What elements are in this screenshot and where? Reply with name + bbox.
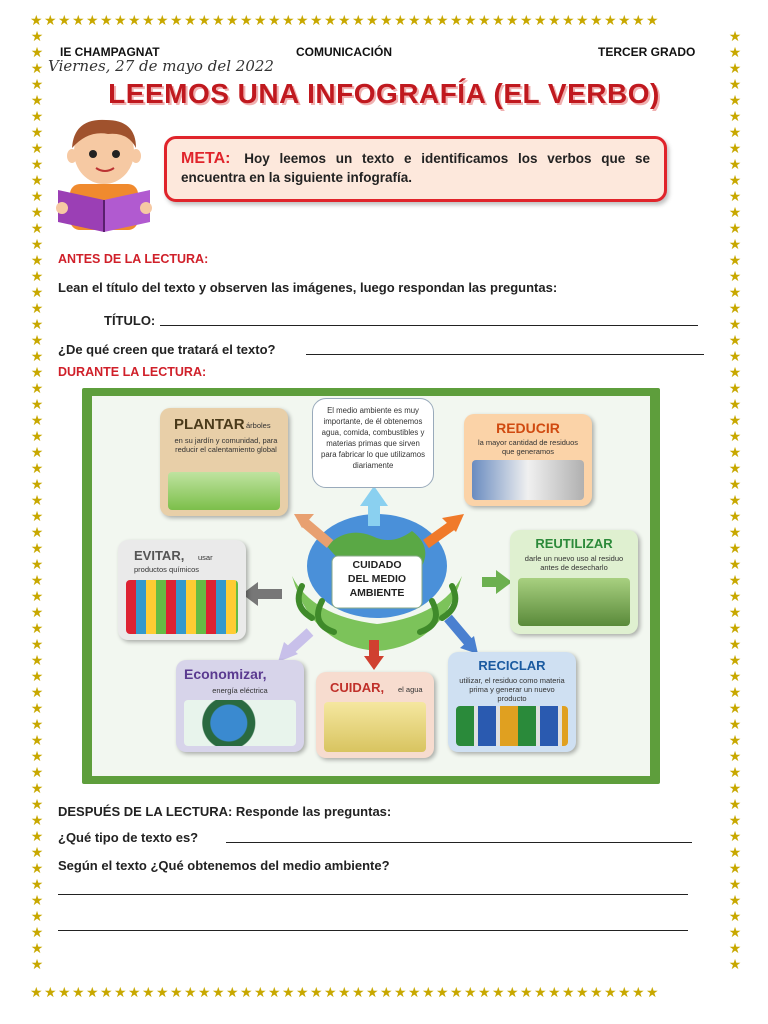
star-icon: ★	[30, 509, 44, 525]
star-icon: ★	[728, 685, 742, 701]
star-icon: ★	[632, 14, 647, 29]
question-what-about: ¿De qué creen que tratará el texto?	[58, 342, 276, 357]
star-icon: ★	[728, 349, 742, 365]
star-icon: ★	[30, 93, 44, 109]
star-icon: ★	[728, 445, 742, 461]
star-icon: ★	[30, 877, 44, 893]
star-icon: ★	[226, 986, 241, 1001]
plantar-sub1: árboles	[246, 421, 271, 430]
child-reading-icon	[48, 112, 158, 234]
star-icon: ★	[30, 269, 44, 285]
star-icon: ★	[728, 397, 742, 413]
answer-line-2[interactable]	[58, 930, 688, 931]
star-icon: ★	[30, 621, 44, 637]
star-icon: ★	[30, 845, 44, 861]
star-icon: ★	[728, 93, 742, 109]
star-icon: ★	[728, 413, 742, 429]
evitar-sub2: productos químicos	[134, 565, 200, 574]
star-icon: ★	[728, 509, 742, 525]
star-icon: ★	[728, 621, 742, 637]
star-icon: ★	[728, 477, 742, 493]
star-icon: ★	[30, 189, 44, 205]
star-icon: ★	[30, 893, 44, 909]
star-icon: ★	[436, 14, 451, 29]
star-icon: ★	[728, 797, 742, 813]
star-icon: ★	[30, 429, 44, 445]
star-icon: ★	[618, 986, 633, 1001]
star-icon: ★	[464, 14, 479, 29]
star-icon: ★	[728, 669, 742, 685]
star-icon: ★	[268, 986, 283, 1001]
star-icon: ★	[310, 14, 325, 29]
star-icon: ★	[282, 986, 297, 1001]
star-icon: ★	[728, 861, 742, 877]
center-title-line-2: DEL MEDIO	[347, 573, 407, 585]
star-icon: ★	[30, 941, 44, 957]
star-icon: ★	[30, 381, 44, 397]
star-icon: ★	[114, 14, 129, 29]
star-icon: ★	[464, 986, 479, 1001]
evitar-sub1: usar	[198, 553, 213, 562]
star-icon: ★	[728, 525, 742, 541]
star-icon: ★	[728, 925, 742, 941]
star-icon: ★	[728, 30, 742, 45]
star-icon: ★	[30, 797, 44, 813]
goal-box	[164, 136, 667, 202]
star-icon: ★	[156, 14, 171, 29]
page-title: LEEMOS UNA INFOGRAFÍA (EL VERBO)	[108, 78, 660, 109]
star-icon: ★	[646, 986, 661, 1001]
star-icon: ★	[366, 986, 381, 1001]
star-icon: ★	[30, 413, 44, 429]
reutilizar-sub: darle un nuevo uso al residuo antes de desecharlo	[524, 554, 624, 572]
star-icon: ★	[30, 14, 45, 29]
reducir-image	[472, 460, 584, 500]
star-icon: ★	[30, 125, 44, 141]
star-icon: ★	[422, 986, 437, 1001]
star-icon: ★	[30, 861, 44, 877]
star-icon: ★	[30, 221, 44, 237]
star-icon: ★	[30, 461, 44, 477]
star-icon: ★	[30, 77, 44, 93]
star-icon: ★	[728, 301, 742, 317]
star-icon: ★	[30, 45, 44, 61]
star-icon: ★	[478, 14, 493, 29]
star-icon: ★	[254, 14, 269, 29]
star-icon: ★	[30, 285, 44, 301]
star-icon: ★	[352, 14, 367, 29]
star-icon: ★	[114, 986, 129, 1001]
star-icon: ★	[422, 14, 437, 29]
before-reading-instruction: Lean el título del texto y observen las imágenes, luego respondan las preguntas:	[58, 280, 558, 295]
star-icon: ★	[324, 986, 339, 1001]
star-icon: ★	[30, 30, 44, 45]
star-border-right	[728, 30, 744, 986]
star-icon: ★	[156, 986, 171, 1001]
star-icon: ★	[338, 986, 353, 1001]
star-icon: ★	[728, 205, 742, 221]
star-icon: ★	[30, 109, 44, 125]
star-icon: ★	[128, 14, 143, 29]
star-icon: ★	[728, 461, 742, 477]
star-icon: ★	[30, 141, 44, 157]
card-cuidar	[316, 672, 434, 758]
star-icon: ★	[58, 14, 73, 29]
star-icon: ★	[30, 781, 44, 797]
star-icon: ★	[30, 253, 44, 269]
star-icon: ★	[30, 397, 44, 413]
star-icon: ★	[728, 125, 742, 141]
star-icon: ★	[590, 14, 605, 29]
card-plantar	[160, 408, 288, 516]
star-icon: ★	[548, 986, 563, 1001]
star-icon: ★	[728, 573, 742, 589]
cuidar-title: CUIDAR,	[330, 680, 385, 695]
star-icon: ★	[436, 986, 451, 1001]
star-icon: ★	[72, 986, 87, 1001]
star-icon: ★	[728, 909, 742, 925]
star-icon: ★	[324, 14, 339, 29]
star-icon: ★	[590, 986, 605, 1001]
star-icon: ★	[492, 14, 507, 29]
star-icon: ★	[728, 173, 742, 189]
star-icon: ★	[548, 14, 563, 29]
star-icon: ★	[562, 986, 577, 1001]
star-icon: ★	[506, 14, 521, 29]
card-evitar	[118, 540, 246, 640]
star-icon: ★	[198, 986, 213, 1001]
star-icon: ★	[450, 986, 465, 1001]
star-icon: ★	[128, 986, 143, 1001]
star-icon: ★	[100, 14, 115, 29]
star-icon: ★	[30, 349, 44, 365]
question-text-type-answer-line[interactable]	[226, 842, 692, 843]
plantar-title: PLANTAR	[174, 416, 245, 433]
star-icon: ★	[30, 301, 44, 317]
title-answer-line[interactable]	[160, 325, 698, 326]
star-icon: ★	[240, 986, 255, 1001]
star-icon: ★	[30, 813, 44, 829]
star-icon: ★	[728, 141, 742, 157]
star-icon: ★	[30, 701, 44, 717]
star-icon: ★	[30, 365, 44, 381]
star-icon: ★	[72, 14, 87, 29]
star-icon: ★	[30, 237, 44, 253]
star-icon: ★	[520, 986, 535, 1001]
star-icon: ★	[728, 253, 742, 269]
star-icon: ★	[352, 986, 367, 1001]
date-text: Viernes, 27 de mayo del 2022	[48, 57, 274, 75]
star-icon: ★	[30, 205, 44, 221]
star-icon: ★	[142, 986, 157, 1001]
star-icon: ★	[30, 957, 44, 973]
star-icon: ★	[268, 14, 283, 29]
star-icon: ★	[296, 986, 311, 1001]
school-name: IE CHAMPAGNAT	[60, 45, 160, 59]
star-icon: ★	[30, 909, 44, 925]
star-icon: ★	[394, 14, 409, 29]
star-icon: ★	[576, 986, 591, 1001]
star-icon: ★	[30, 541, 44, 557]
card-economizar	[176, 660, 304, 752]
star-icon: ★	[212, 986, 227, 1001]
question-text-type: ¿Qué tipo de texto es?	[58, 830, 199, 845]
star-icon: ★	[296, 14, 311, 29]
star-icon: ★	[30, 637, 44, 653]
star-icon: ★	[30, 173, 44, 189]
star-icon: ★	[728, 765, 742, 781]
intro-cloud: El medio ambiente es muy importante, de él obtenemos agua, comida, combustibles y materias primas que sirven para fabricar lo que utilizamos diariamente	[312, 398, 434, 488]
during-reading-heading: DURANTE LA LECTURA:	[58, 365, 207, 379]
cuidar-sub: el agua	[398, 685, 423, 694]
star-icon: ★	[728, 749, 742, 765]
star-icon: ★	[728, 317, 742, 333]
star-icon: ★	[728, 285, 742, 301]
center-title-line-1: CUIDADO	[352, 559, 402, 571]
subject-name: COMUNICACIÓN	[296, 45, 392, 59]
star-icon: ★	[728, 589, 742, 605]
star-icon: ★	[478, 986, 493, 1001]
star-icon: ★	[604, 14, 619, 29]
star-icon: ★	[562, 14, 577, 29]
star-icon: ★	[86, 986, 101, 1001]
star-icon: ★	[30, 61, 44, 77]
star-icon: ★	[728, 653, 742, 669]
star-icon: ★	[646, 14, 661, 29]
star-icon: ★	[728, 157, 742, 173]
plantar-sub2: en su jardín y comunidad, para reducir el calentamiento global	[174, 436, 278, 454]
star-icon: ★	[30, 557, 44, 573]
star-icon: ★	[728, 381, 742, 397]
star-icon: ★	[408, 986, 423, 1001]
star-icon: ★	[618, 14, 633, 29]
cuidar-image	[324, 702, 426, 752]
star-icon: ★	[30, 445, 44, 461]
answer-line-1[interactable]	[58, 894, 688, 895]
star-icon: ★	[30, 986, 45, 1001]
grade-name: TERCER GRADO	[598, 45, 696, 59]
star-icon: ★	[728, 957, 742, 973]
star-icon: ★	[728, 493, 742, 509]
star-icon: ★	[184, 14, 199, 29]
star-icon: ★	[44, 14, 59, 29]
star-icon: ★	[728, 189, 742, 205]
star-icon: ★	[198, 14, 213, 29]
star-icon: ★	[576, 14, 591, 29]
star-icon: ★	[254, 986, 269, 1001]
question-what-about-answer-line[interactable]	[306, 354, 704, 355]
star-icon: ★	[30, 333, 44, 349]
goal-text: Hoy leemos un texto e identificamos los verbos que se encuentra en la siguiente infografía.	[181, 151, 650, 185]
star-icon: ★	[366, 14, 381, 29]
plantar-image	[168, 472, 280, 510]
star-icon: ★	[728, 61, 742, 77]
infographic-background	[92, 396, 650, 776]
star-icon: ★	[86, 14, 101, 29]
star-icon: ★	[30, 669, 44, 685]
star-icon: ★	[30, 525, 44, 541]
star-icon: ★	[728, 109, 742, 125]
star-border-bottom	[30, 986, 742, 1002]
evitar-title: EVITAR,	[134, 548, 185, 563]
star-icon: ★	[30, 157, 44, 173]
star-icon: ★	[728, 77, 742, 93]
reducir-title: REDUCIR	[496, 420, 560, 436]
infographic	[82, 388, 660, 784]
star-icon: ★	[728, 701, 742, 717]
star-icon: ★	[632, 986, 647, 1001]
star-icon: ★	[100, 986, 115, 1001]
star-icon: ★	[728, 605, 742, 621]
reutilizar-image	[518, 578, 630, 626]
reutilizar-title: REUTILIZAR	[535, 536, 613, 551]
star-icon: ★	[30, 573, 44, 589]
star-icon: ★	[30, 685, 44, 701]
star-icon: ★	[604, 986, 619, 1001]
after-reading-heading: DESPUÉS DE LA LECTURA: Responde las preguntas:	[58, 804, 392, 819]
star-icon: ★	[30, 589, 44, 605]
star-icon: ★	[534, 14, 549, 29]
card-reutilizar	[510, 530, 638, 634]
star-icon: ★	[728, 637, 742, 653]
star-icon: ★	[30, 605, 44, 621]
star-icon: ★	[728, 45, 742, 61]
star-icon: ★	[408, 14, 423, 29]
star-icon: ★	[728, 941, 742, 957]
star-border-top	[30, 14, 742, 30]
star-icon: ★	[520, 14, 535, 29]
star-icon: ★	[212, 14, 227, 29]
before-reading-heading: ANTES DE LA LECTURA:	[58, 252, 209, 266]
star-icon: ★	[728, 813, 742, 829]
star-icon: ★	[728, 541, 742, 557]
star-icon: ★	[282, 14, 297, 29]
center-title-line-3: AMBIENTE	[349, 587, 405, 599]
star-icon: ★	[394, 986, 409, 1001]
reciclar-title: RECICLAR	[478, 658, 546, 673]
star-icon: ★	[184, 986, 199, 1001]
star-icon: ★	[240, 14, 255, 29]
star-icon: ★	[30, 477, 44, 493]
reducir-sub: la mayor cantidad de residuos que generamos	[477, 438, 579, 456]
star-icon: ★	[728, 429, 742, 445]
economizar-title: Economizar,	[184, 666, 267, 682]
star-icon: ★	[142, 14, 157, 29]
star-icon: ★	[30, 733, 44, 749]
star-icon: ★	[226, 14, 241, 29]
star-icon: ★	[30, 493, 44, 509]
star-icon: ★	[728, 733, 742, 749]
star-icon: ★	[380, 14, 395, 29]
star-icon: ★	[44, 986, 59, 1001]
reciclar-sub: utilizar, el residuo como materia prima y generar un nuevo producto	[459, 676, 565, 703]
star-icon: ★	[30, 925, 44, 941]
title-label: TÍTULO:	[104, 313, 156, 328]
card-reducir	[464, 414, 592, 506]
card-reciclar	[448, 652, 576, 752]
economizar-sub: energía eléctrica	[212, 686, 268, 695]
star-icon: ★	[380, 986, 395, 1001]
star-icon: ★	[728, 717, 742, 733]
star-icon: ★	[338, 14, 353, 29]
question-environment: Según el texto ¿Qué obtenemos del medio ambiente?	[58, 858, 390, 873]
star-icon: ★	[728, 269, 742, 285]
star-icon: ★	[728, 221, 742, 237]
star-icon: ★	[534, 986, 549, 1001]
evitar-image	[126, 580, 238, 634]
star-icon: ★	[30, 765, 44, 781]
star-border-left	[30, 30, 46, 986]
star-icon: ★	[450, 14, 465, 29]
star-icon: ★	[728, 877, 742, 893]
star-icon: ★	[30, 829, 44, 845]
star-icon: ★	[310, 986, 325, 1001]
star-icon: ★	[506, 986, 521, 1001]
star-icon: ★	[30, 717, 44, 733]
reciclar-image	[456, 706, 568, 746]
star-icon: ★	[58, 986, 73, 1001]
star-icon: ★	[728, 557, 742, 573]
goal-label: META:	[181, 150, 231, 167]
star-icon: ★	[728, 333, 742, 349]
star-icon: ★	[728, 845, 742, 861]
star-icon: ★	[170, 986, 185, 1001]
star-icon: ★	[728, 237, 742, 253]
star-icon: ★	[30, 653, 44, 669]
star-icon: ★	[728, 365, 742, 381]
star-icon: ★	[170, 14, 185, 29]
star-icon: ★	[30, 317, 44, 333]
star-icon: ★	[492, 986, 507, 1001]
star-icon: ★	[728, 829, 742, 845]
star-icon: ★	[728, 781, 742, 797]
star-icon: ★	[728, 893, 742, 909]
star-icon: ★	[30, 749, 44, 765]
economizar-image	[184, 700, 296, 746]
